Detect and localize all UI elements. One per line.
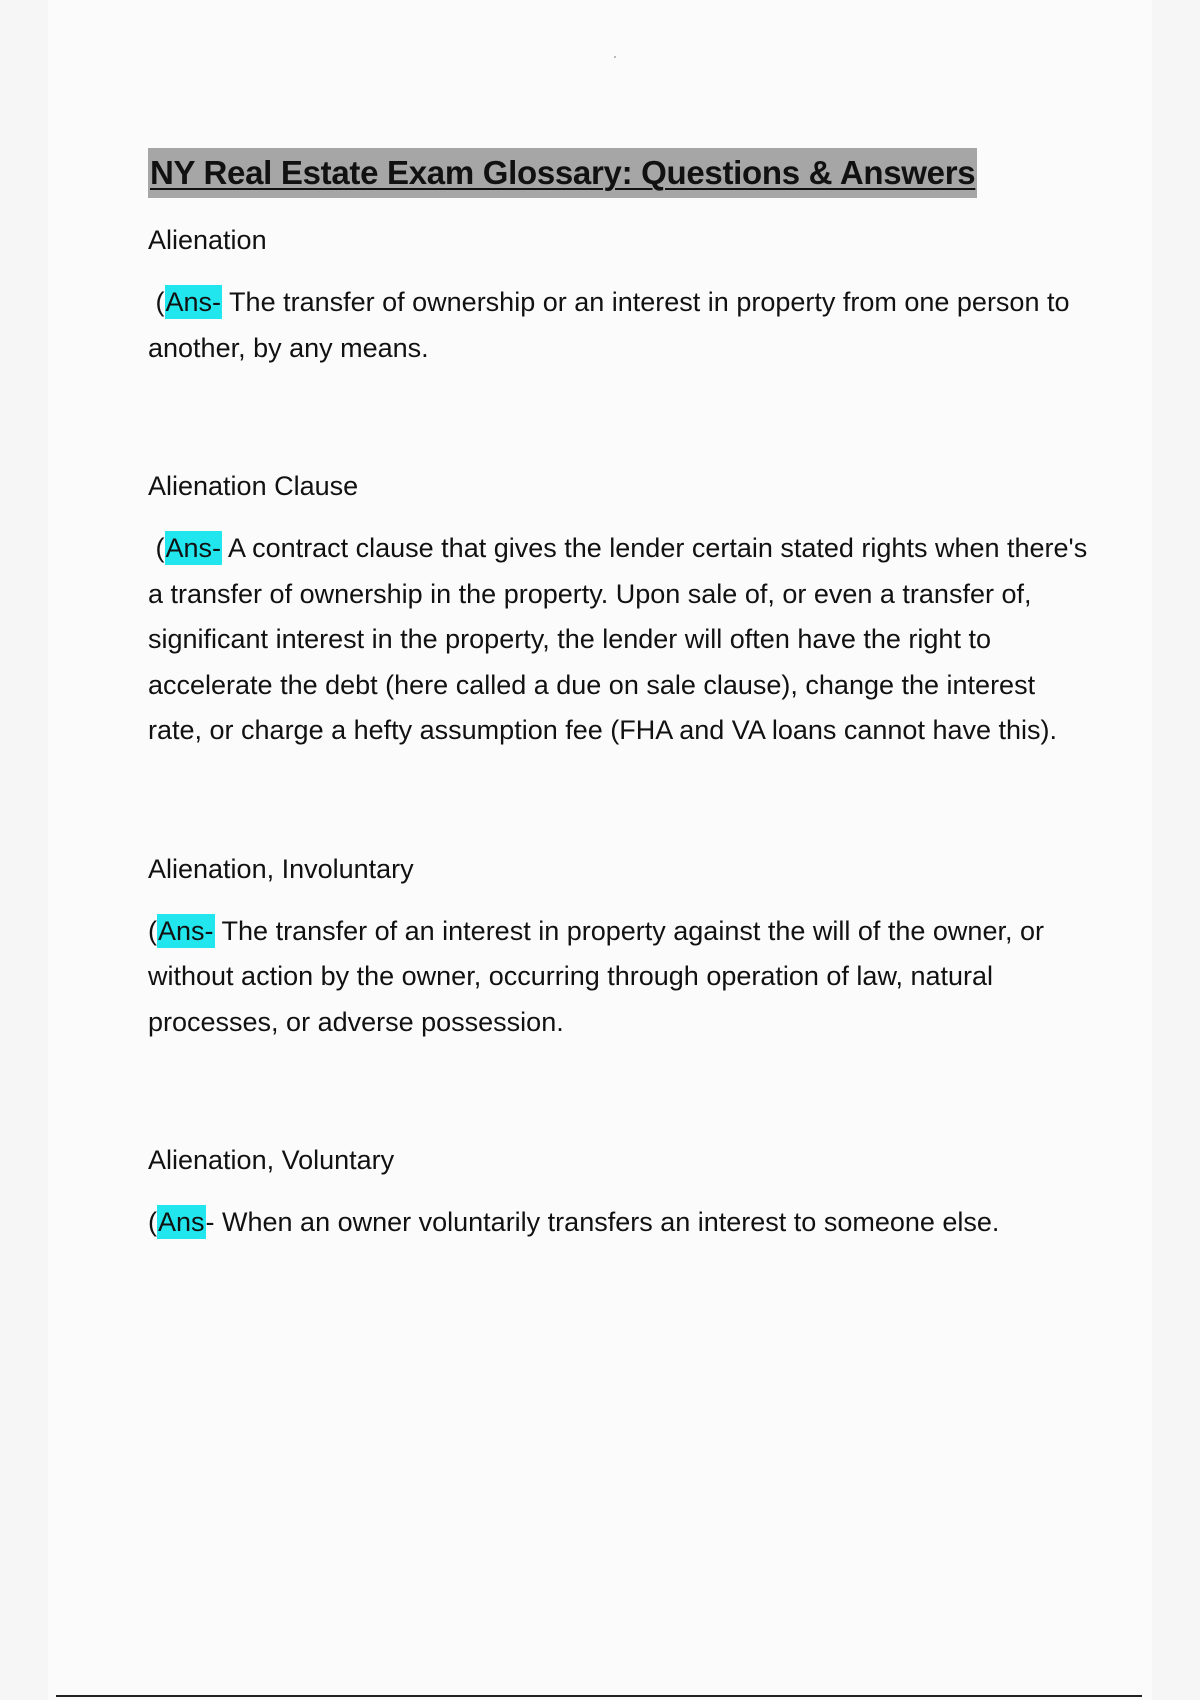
answer-tag-highlight: Ans- (165, 533, 222, 563)
answer-tag-highlight: Ans- (165, 287, 222, 317)
answer-text: The transfer of ownership or an interest in property from one person to another, by any means. (148, 287, 1070, 363)
answer-tag-highlight: Ans- (158, 915, 214, 946)
glossary-term: Alienation, Voluntary (148, 1145, 395, 1175)
glossary-entry-alienation-voluntary (148, 1142, 1088, 1246)
answer-open-paren: ( (148, 1207, 157, 1237)
glossary-answer (148, 526, 1088, 754)
glossary-term: Alienation Clause (148, 471, 359, 501)
answer-text: - When an owner voluntarily transfers an interest to someone else. (205, 1207, 1000, 1237)
answer-tag-highlight: Ans (158, 1207, 205, 1237)
page-speck (614, 56, 616, 58)
glossary-entry-alienation (148, 222, 1088, 371)
glossary-term: Alienation, Involuntary (148, 853, 414, 884)
answer-open-paren: ( (155, 287, 165, 317)
glossary-entry-alienation-clause (148, 468, 1088, 754)
document-content (148, 148, 1088, 1246)
glossary-entry-alienation-involuntary (148, 851, 1088, 1046)
document-title: NY Real Estate Exam Glossary: Questions & Answers (148, 148, 977, 198)
glossary-answer (148, 909, 1088, 1046)
answer-open-paren: ( (155, 533, 165, 563)
answer-text: The transfer of an interest in property against the will of the owner, or without action by the owner, occurring through operation of law, natural processes, or adverse possession. (148, 915, 1044, 1037)
page-bottom-rule (56, 1695, 1142, 1697)
answer-text: A contract clause that gives the lender certain stated rights when there's a transfer of ownership in the property. Upon sale of, or even a transfer of, significant interest in the property, the lender will often have the right to accelerate the debt (here called a due on sale clause), change the interest rate, or charge a hefty assumption fee (FHA and VA loans cannot have this). (148, 533, 1088, 745)
glossary-answer (148, 280, 1088, 371)
answer-open-paren: ( (148, 915, 157, 946)
glossary-term: Alienation (148, 225, 267, 255)
glossary-answer (148, 1200, 1088, 1246)
